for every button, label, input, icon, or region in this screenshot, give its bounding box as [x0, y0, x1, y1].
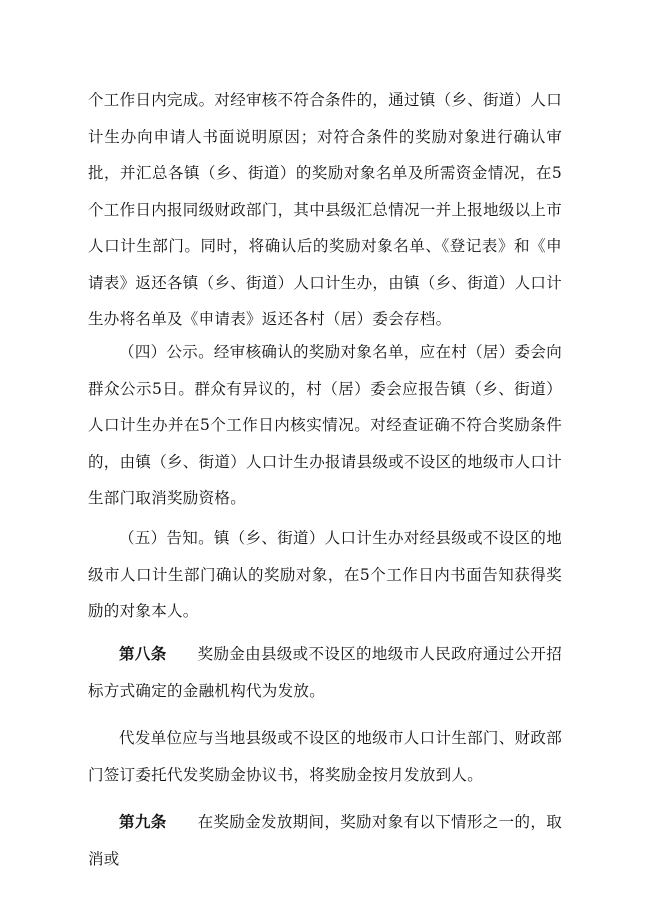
paragraph-text: （四）公示。经审核确认的奖励对象名单，应在村（居）委会向群众公示5日。群众有异议的，村（居）委会应报告镇（乡、街道）人口计生办并在5个工作日内核实情况。对经查证确不符合奖励条件的，由镇（乡、街道）人口计生办报请县级或不设区的地级市人口计生部门取消奖励资格。: [88, 343, 563, 507]
paragraph-text: 奖励金由县级或不设区的地级市人民政府通过公开招标方式确定的金融机构代为发放。: [88, 645, 562, 700]
article-nine: [88, 804, 562, 877]
paragraph-text: 代发单位应与当地县级或不设区的地级市人口计生部门、财政部门签订委托代发奖励金协议书，将奖励金按月发放到人。: [88, 729, 562, 784]
paragraph-publicity: [88, 334, 562, 517]
paragraph-text: 个工作日内完成。对经审核不符合条件的，通过镇（乡、街道）人口计生办向申请人书面说明原因；对符合条件的奖励对象进行确认审批，并汇总各镇（乡、街道）的奖励对象名单及所需资金情况，在5个工作日内报同级财政部门，其中县级汇总情况一并上报地级以上市人口计生部门。同时，将确认后的奖励对象名单、《登记表》和《申请表》返还各镇（乡、街道）人口计生办，由镇（乡、街道）人口计生办将名单及《申请表》返还各村（居）委会存档。: [88, 91, 563, 328]
paragraph-approval: [88, 82, 562, 338]
article-heading: 第九条: [119, 812, 167, 831]
article-eight: [88, 636, 562, 709]
paragraph-agency-agreement: [88, 720, 562, 793]
paragraph-notification: [88, 520, 562, 630]
paragraph-text: 在奖励金发放期间，奖励对象有以下情形之一的，取消或: [88, 813, 562, 868]
article-heading: 第八条: [119, 644, 167, 663]
paragraph-text: （五）告知。镇（乡、街道）人口计生办对经县级或不设区的地级市人口计生部门确认的奖励对象，在5个工作日内书面告知获得奖励的对象本人。: [88, 529, 562, 620]
